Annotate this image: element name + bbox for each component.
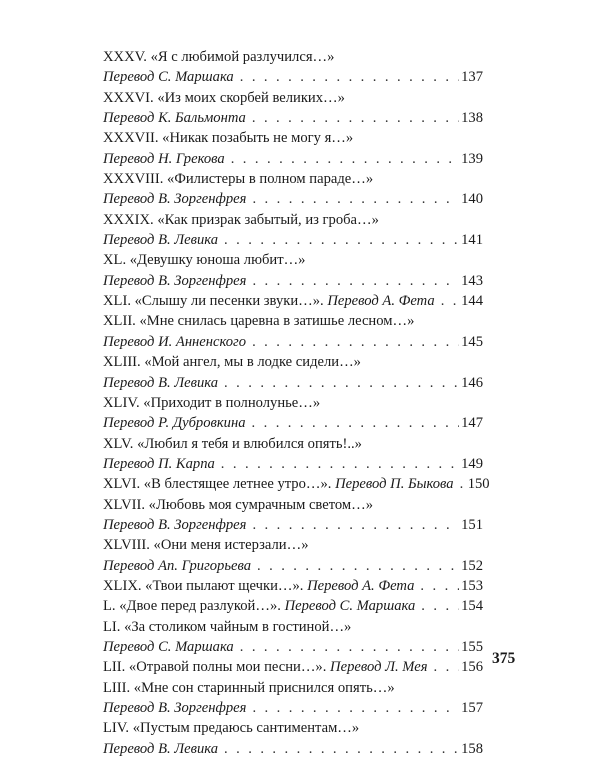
toc-entry: [103, 718, 483, 759]
entry-page: 139: [461, 150, 483, 167]
entry-title: XLIII. «Мой ангел, мы в лодке сидели…»: [103, 354, 361, 371]
dot-leader: [251, 556, 459, 576]
entry-translator: Перевод П. Быкова: [335, 476, 454, 493]
entry-title: XXXV. «Я с любимой разлучился…»: [103, 49, 335, 65]
dot-leader: [234, 637, 459, 657]
entry-page: 140: [461, 191, 483, 208]
dot-leader: [218, 373, 459, 393]
entry-title: L. «Двое перед разлукой…».: [103, 598, 281, 615]
entry-title: XLVII. «Любовь моя сумрачным светом…»: [103, 496, 374, 513]
toc-entry: [103, 474, 490, 494]
toc-entry: [103, 169, 483, 210]
toc-entry: [103, 291, 483, 311]
entry-title: XLII. «Мне снилась царевна в затишье лесном…»: [103, 313, 415, 330]
toc-entry: [103, 352, 483, 393]
entry-translator: Перевод В. Левика: [103, 374, 219, 391]
entry-title: LII. «Отравой полны мои песни…».: [103, 659, 327, 676]
entry-title: XLIX. «Твои пылают щечки…».: [103, 577, 304, 594]
entry-title: XLVI. «В блестящее летнее утро…».: [103, 476, 332, 493]
entry-page: 137: [461, 69, 483, 86]
dot-leader: [246, 413, 459, 433]
entry-page: 155: [461, 638, 483, 655]
entry-translator: Перевод В. Левика: [103, 740, 219, 757]
entry-translator: Перевод А. Фета: [327, 293, 435, 310]
toc-entry: [103, 250, 483, 291]
dot-leader: [218, 739, 459, 759]
dot-leader: [414, 576, 459, 596]
dot-leader: [246, 271, 459, 291]
dot-leader: [215, 454, 459, 474]
entry-translator: Перевод А. Фета: [307, 577, 415, 594]
entry-title: XLV. «Любил я тебя и влюбился опять!..»: [103, 435, 362, 452]
entry-translator: Перевод С. Маршака: [284, 598, 416, 615]
entry-title: XXXIX. «Как призрак забытый, из гроба…»: [103, 211, 379, 228]
page-number: 375: [492, 650, 516, 667]
entry-page: 156: [461, 659, 483, 676]
dot-leader: [454, 474, 466, 494]
entry-translator: Перевод Ап. Григорьева: [103, 557, 252, 574]
entry-page: 152: [461, 557, 483, 574]
entry-translator: Перевод С. Маршака: [103, 69, 234, 86]
entry-page: 154: [461, 598, 483, 615]
entry-translator: Перевод В. Левика: [103, 232, 219, 249]
entry-title: XXXVIII. «Филистеры в полном параде…»: [103, 171, 374, 188]
entry-translator: Перевод В. Зоргенфрея: [103, 272, 247, 289]
dot-leader: [428, 657, 459, 677]
dot-leader: [415, 596, 459, 616]
entry-page: 151: [461, 516, 483, 533]
toc-entry: [103, 657, 483, 677]
entry-translator: Перевод В. Зоргенфрея: [103, 191, 247, 208]
entry-page: 145: [461, 333, 483, 350]
entry-translator: Перевод К. Бальмонта: [103, 110, 246, 127]
entry-translator: Перевод П. Карпа: [103, 455, 215, 472]
table-of-contents: [103, 47, 490, 759]
entry-title: LI. «За столиком чайным в гостиной…»: [103, 618, 352, 635]
toc-entry: [103, 495, 483, 536]
toc-entry: [103, 393, 483, 434]
entry-title: XXXVII. «Никак позабыть не могу я…»: [103, 130, 354, 147]
entry-title: LIV. «Пустым предаюсь сантиментам…»: [103, 720, 360, 737]
dot-leader: [246, 515, 459, 535]
toc-entry: [103, 617, 483, 658]
entry-page: 157: [461, 700, 483, 716]
entry-page: 144: [461, 293, 483, 310]
dot-leader: [435, 291, 459, 311]
toc-entry: [103, 210, 483, 251]
entry-translator: Перевод Р. Дубровкина: [103, 415, 246, 432]
entry-translator: Перевод И. Анненского: [103, 333, 247, 350]
entry-page: 138: [461, 110, 483, 127]
entry-title: XLVIII. «Они меня истерзали…»: [103, 537, 309, 554]
entry-translator: Перевод В. Зоргенфрея: [103, 516, 247, 533]
dot-leader: [246, 698, 459, 718]
toc-entry: [103, 88, 483, 129]
entry-page: 150: [467, 476, 490, 493]
dot-leader: [246, 332, 459, 352]
dot-leader: [218, 230, 459, 250]
toc-entry: [103, 311, 483, 352]
dot-leader: [246, 108, 459, 128]
entry-title: XXXVI. «Из моих скорбей великих…»: [103, 89, 345, 106]
entry-page: 143: [461, 272, 483, 289]
entry-translator: Перевод В. Зоргенфрея: [103, 700, 247, 716]
toc-entry: [103, 47, 483, 88]
entry-page: 147: [461, 415, 483, 432]
entry-title: XLIV. «Приходит в полнолунье…»: [103, 394, 321, 411]
dot-leader: [246, 189, 459, 209]
entry-page: 149: [461, 455, 483, 472]
entry-title: LIII. «Мне сон старинный приснился опять…»: [103, 679, 395, 696]
toc-entry: [103, 678, 483, 719]
entry-translator: Перевод Н. Грекова: [103, 150, 225, 167]
entry-page: 153: [461, 577, 483, 594]
entry-translator: Перевод С. Маршака: [103, 638, 234, 655]
entry-translator: Перевод Л. Мея: [330, 659, 428, 676]
toc-entry: [103, 576, 483, 596]
toc-entry: [103, 535, 483, 576]
dot-leader: [234, 67, 459, 87]
entry-title: XL. «Девушку юноша любит…»: [103, 252, 306, 269]
entry-page: 146: [461, 374, 483, 391]
toc-entry: [103, 128, 483, 169]
toc-entry: [103, 596, 483, 616]
toc-entry: [103, 434, 483, 475]
entry-title: XLI. «Слышу ли песенки звуки…».: [103, 293, 324, 310]
entry-page: 141: [461, 232, 483, 249]
entry-page: 158: [461, 740, 483, 757]
dot-leader: [225, 149, 459, 169]
